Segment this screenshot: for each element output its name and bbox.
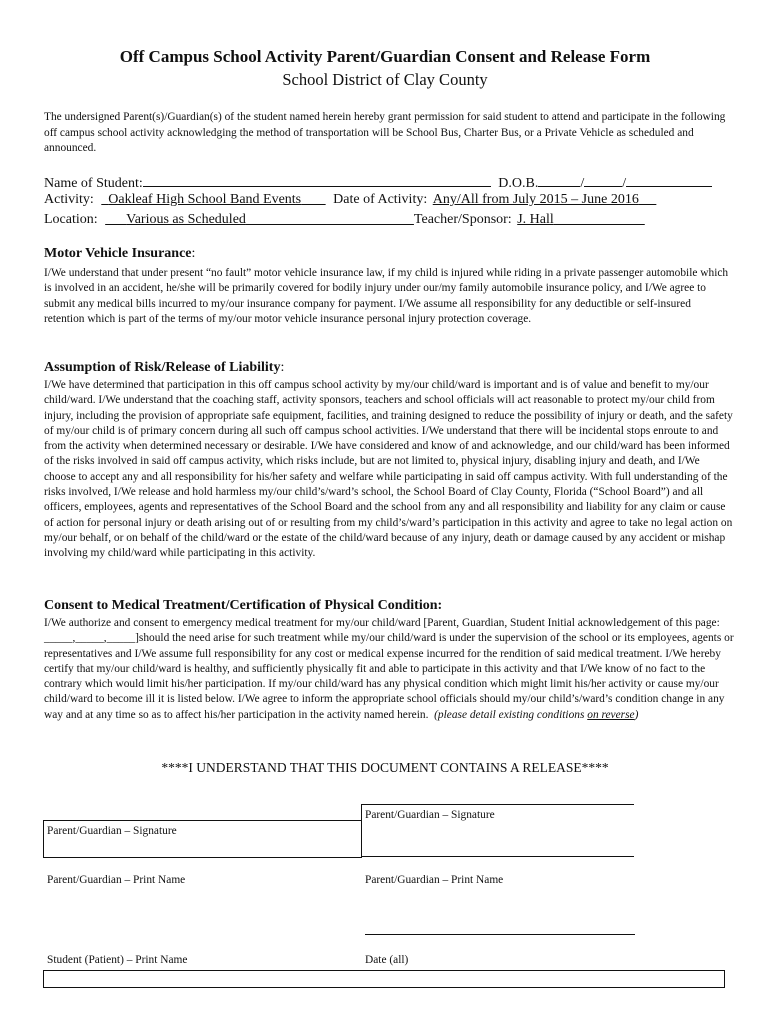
signature-label-right: Parent/Guardian – Signature (365, 809, 495, 821)
medical-heading: Consent to Medical Treatment/Certification of Physical Condition: (44, 598, 443, 613)
activity-label: Activity: (44, 192, 94, 207)
insurance-heading: Motor Vehicle Insurance: (44, 246, 196, 261)
dob-day-field[interactable] (584, 172, 622, 187)
on-reverse-note: on reverse (587, 708, 635, 721)
teacher-label: Teacher/Sponsor: (413, 212, 512, 227)
student-print-name-label: Student (Patient) – Print Name (47, 954, 188, 966)
activity-value[interactable]: Oakleaf High School Band Events (108, 192, 302, 207)
student-name-field[interactable] (143, 172, 491, 187)
risk-heading: Assumption of Risk/Release of Liability: (44, 360, 285, 375)
risk-paragraph: I/We have determined that participation in this off campus school activity by my/our child/ward is important and is of value and benefit to my/our child/ward. I/We understand that the coaching staff, activity sponsors, teachers and school officials will act reasonable to protect my/our child from injury, including the provision of appropriate safe equipment, facilities, and training designed to reduce the possibility of injury or death, and the safety of my/our child is of primary concern during all such off campus school activities. I/We understand that there will be incidental stops enroute to and from the activity when determined necessary or desirable. I/We have considered and know of and acknowledge, and our child/ward has been informed of the risks involved in said off campus activity, which risks include, but are not limited to, physical injury, disabling injury and death, and I/We choose to accept any and all responsibility for his/her safety and welfare while participating in said off campus activity. With full understanding of the risks involved, I/We release and hold harmless my/our child’s/ward’s school, the School Board of Clay County, Florida (“School Board”) and all officers, employees, agents and representatives of the School Board and the school from any and all responsibility and liability for any claim or cause of action for personal injury or death arising out of or resulting from my child’s/ward’s participation in this activity and agree to take no legal action on my/our behalf, or on behalf of the child/ward or the estate of the child/ward because of any injury, death or damage caused by any accident or mishap involving my child/ward while participating in this activity. (44, 379, 733, 560)
dob-year-field[interactable] (626, 172, 712, 187)
dob-label: D.O.B. (498, 176, 539, 191)
student-date-box[interactable] (43, 970, 725, 988)
print-name-line-right[interactable] (365, 934, 635, 935)
release-notice: ****I UNDERSTAND THAT THIS DOCUMENT CONTAINS A RELEASE**** (161, 760, 609, 775)
location-value[interactable]: Various as Scheduled (126, 212, 246, 227)
medical-paragraph: I/We authorize and consent to emergency medical treatment for my/our child/ward [Parent, Guardian, Student Initial acknowledgement of this page: _____,_____,_____]should the need arise for such treatment while my/our child/ward is under the supervision of the school or its employees, agents or representatives and I/We assume full responsibility for any cost or medical expense incurred for the rendition of said medical treatment. I/We hereby certify that my/our child/ward is healthy, and sufficiently physically fit and able to participate in this activity and that I/We know of no fact to the contrary which would limit his/her participation. If my/our child/ward has any physical condition which might limit his/her activity or cause my/our child/ward to become ill it is listed below. I/We agree to inform the appropriate school officials should my/our child’s/ward’s condition change in any way and at any time so as to affect his/her participation in the activity named herein. (please detail existing conditions on reverse) (44, 617, 734, 721)
dob-separator: / (580, 176, 585, 191)
date-label: Date (all) (365, 954, 409, 966)
teacher-value[interactable]: J. Hall (517, 212, 554, 227)
form-title: Off Campus School Activity Parent/Guardian Consent and Release Form (119, 47, 651, 66)
signature-label-left: Parent/Guardian – Signature (47, 825, 177, 837)
insurance-paragraph: I/We understand that under present “no fault” motor vehicle insurance law, if my child is injured while riding in a private passenger automobile which is involved in an accident, he/she will be primarily covered for bodily injury under our/my family automobile insurance policy, and I/We agree to submit any medical bills incurred to my/our insurance company for payment. I/We assume all responsibility for any deductible or self-insured retention which is part of the terms of my/our motor vehicle insurance personal injury protection coverage. (44, 267, 729, 325)
intro-paragraph: The undersigned Parent(s)/Guardian(s) of the student named herein hereby grant permission for said student to attend and participate in the following off campus school activity acknowledging the method of transportation will be School Bus, Charter Bus, or a Private Vehicle as scheduled and announced. (44, 111, 726, 155)
activity-date-label: Date of Activity: (333, 192, 428, 207)
student-label: Name of Student: (44, 176, 143, 191)
activity-row (44, 192, 656, 208)
print-name-label-left: Parent/Guardian – Print Name (47, 874, 186, 886)
dob-separator: / (622, 176, 627, 191)
activity-date-value[interactable]: Any/All from July 2015 – June 2016 (432, 192, 639, 207)
student-row (44, 172, 712, 192)
location-row (44, 212, 645, 228)
location-label: Location: (44, 212, 98, 227)
print-name-label-right: Parent/Guardian – Print Name (365, 874, 504, 886)
dob-month-field[interactable] (538, 172, 580, 187)
conditions-note: (please detail existing conditions on reverse) (434, 708, 639, 721)
district-name: School District of Clay County (282, 70, 488, 89)
